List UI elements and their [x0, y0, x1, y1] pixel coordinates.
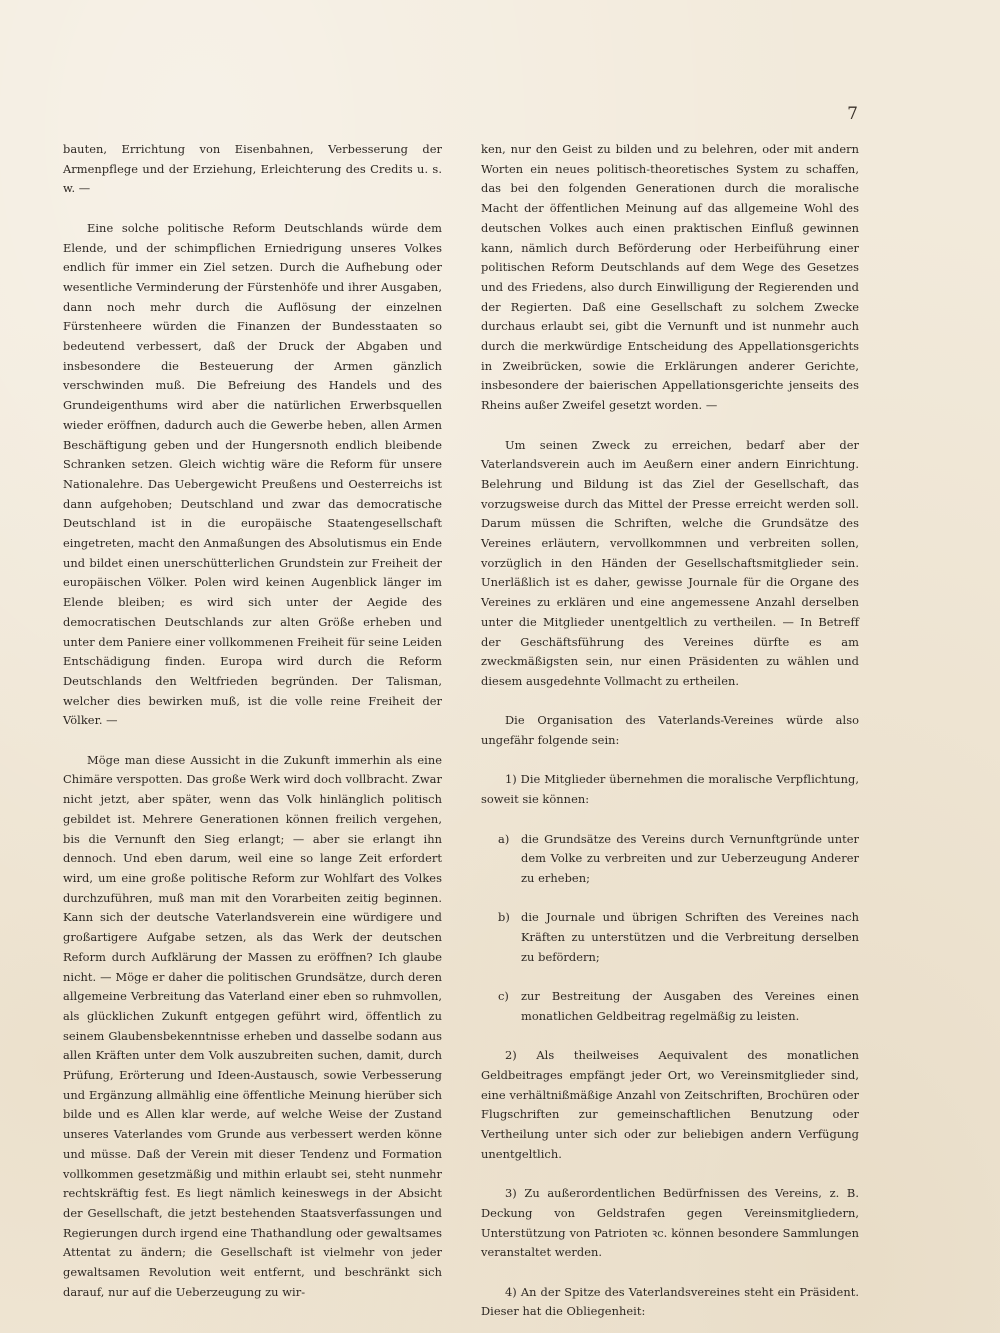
paragraph: Um seinen Zweck zu erreichen, bedarf aber der Vaterlandsverein auch im Aeußern einer andern Einrichtung. Belehrung und Bildung ist das Ziel der Gesellschaft, das vorzugsweise durch das Mittel der Presse erreicht werden soll. Darum müssen die Schriften, welche die Grundsätze des Vereines erläutern, vervollkommnen und verbreiten sollen, vorzüglich in den Händen der Gesellschaftsmitglieder sein. Unerläßlich ist es daher, gewisse Journale für die Organe des Vereines zu erklären und eine angemessene Anzahl derselben unter die Mitglieder unentgeltlich zu vertheilen. — In Betreff der Geschäftsführung des Vereines dürfte es am zweckmäßigsten sein, nur einen Präsidenten zu wählen und diesem ausgedehnte Vollmacht zu ertheilen. — [481, 437, 859, 688]
paragraph: bauten, Errichtung von Eisenbahnen, Verbesserung der Armenpflege und der Erziehung, Erleichterung des Credits u. s. w. — — [63, 142, 442, 196]
paragraph: Eine solche politische Reform Deutschlands würde dem Elende, und der schimpflichen Erniedrigung unseres Volkes endlich für immer ein Ziel setzen. Durch die Aufhebung oder wesentliche Verminderung der Fürstenhöfe und ihrer Ausgaben, dann noch mehr durch die Auflösung der einzelnen Fürstenheere würden die Finanzen der Bundesstaaten so bedeutend verbessert, daß der Druck der Abgaben und insbesondere die Besteuerung der Armen gänzlich verschwinden muß. Die Befreiung des Handels und des Grundeigenthums wird aber die natürlichen Erwerbsquellen wieder eröffnen, dadurch auch die Gewerbe heben, allen Armen Beschäftigung geben und der Hungersnoth endlich bleibende Schranken setzen. Gleich wichtig wäre die Reform für unsere Nationalehre. Das Uebergewicht Preußens und Oesterreichs ist dann aufgehoben; Deutschland und zwar das democratische Deutschland ist in die europäische Staatengesellschaft eingetreten, macht den Anmaßungen des Absolutismus ein Ende und bildet einen unerschütterlichen Grundstein zur Freiheit der europäischen Völker. Polen wird keinen Augenblick länger im Elende bleiben; es wird sich unter der Aegide des democratischen Deutschlands zur alten Größe erheben und unter dem Paniere einer vollkommenen Freiheit für seine Leiden Entschädigung finden. Europa wird durch die Reform Deutschlands den Weltfrieden begründen. Der Talisman, welcher dies bewirken muß, ist die volle reine Freiheit der Völker. — — [63, 220, 442, 728]
list-item — [498, 987, 859, 1026]
list-item-text: die Journale und übrigen Schriften des Vereines nach Kräften zu unterstützen und die Verbreitung derselben zu befördern; — [521, 910, 859, 964]
paragraph: 1) Die Mitglieder übernehmen die moralische Verpflichtung, soweit sie können: — [481, 772, 859, 807]
paragraph: 3) Zu außerordentlichen Bedürfnissen des Vereins, z. B. Deckung von Geldstrafen gegen Vereinsmitgliedern, Unterstützung von Patrioten ꝛc. können besondere Sammlungen veranstaltet werden. — [481, 1186, 859, 1260]
paragraph: Möge man diese Aussicht in die Zukunft immerhin als eine Chimäre verspotten. Das große Werk wird doch vollbracht. Zwar nicht jetzt, aber später, wenn das Volk hinlänglich politisch gebildet ist. Mehrere Generationen können freilich vergehen, bis die Vernunft den Sieg erlangt; — aber sie erlangt ihn dennoch. Und eben darum, weil eine so lange Zeit erfordert wird, um eine große politische Reform zur Wohlfart des Volkes durchzuführen, muß man mit den Vorarbeiten zeitig beginnen. Kann sich der deutsche Vaterlandsverein eine würdigere und großartigere Aufgabe setzen, als das Werk der deutschen Reform durch Aufklärung der Massen zu eröffnen? Ich glaube nicht. — Möge er daher die politischen Grundsätze, durch deren allgemeine Verbreitung das Vaterland einer eben so ruhmvollen, als glücklichen Zukunft entgegen geführt wird, öffentlich zu seinem Glaubensbekenntnisse erheben und dasselbe sodann aus allen Kräften unter dem Volk auszubreiten suchen, damit, durch Prüfung, Erörterung und Ideen-Austausch, sowie Verbesserung und Ergänzung allmählig eine öffentliche Meinung hierüber sich bilde und es Allen klar werde, auf welche Weise der Zustand unseres Vaterlandes vom Grunde aus verbessert werden könne und müsse. Daß der Verein mit dieser Tendenz und Formation vollkommen gesetzmäßig und mithin erlaubt sei, steht nunmehr rechtskräftig fest. Es liegt nämlich keineswegs in der Absicht der Gesellschaft, die jetzt bestehenden Staatsverfassungen und Regierungen durch irgend eine Thathandlung oder gewaltsames Attentat zu ändern; die Gesellschaft ist vielmehr von jeder gewaltsamen Revolution weit entfernt, und beschränkt sich darauf, nur auf die Ueberzeugung zu wir- — [63, 752, 442, 1299]
list-marker: a) — [498, 831, 510, 846]
right-column — [481, 140, 859, 1333]
paragraph: 2) Als theilweises Aequivalent des monatlichen Geldbeitrages empfängt jeder Ort, wo Vereinsmitglieder sind, eine verhältnißmäßige Anzahl von Zeitschriften, Brochüren oder Flugschriften zur gemeinschaftlichen Benutzung oder Vertheilung unter sich oder zur beliebigen andern Verfügung unentgeltlich. — [481, 1048, 859, 1161]
list-marker: b) — [498, 910, 510, 925]
list-item — [498, 908, 859, 967]
paragraph: 4) An der Spitze des Vaterlandsvereines steht ein Präsident. Dieser hat die Obliegenheit: — [481, 1284, 859, 1319]
page-number: 7 — [847, 104, 858, 124]
left-column — [63, 140, 442, 1322]
list-item-text: zur Bestreitung der Ausgaben des Vereines einen monatlichen Geldbeitrag regelmäßig zu leisten. — [521, 989, 859, 1023]
list-item — [498, 830, 859, 889]
list-marker: c) — [498, 989, 509, 1004]
paragraph: ken, nur den Geist zu bilden und zu belehren, oder mit andern Worten ein neues politisch-theoretisches System zu schaffen, das bei den folgenden Generationen durch die moralische Macht der öffentlichen Meinung auf das allgemeine Wohl des deutschen Volkes auch einen praktischen Einfluß gewinnen kann, nämlich durch Beförderung oder Herbeiführung einer politischen Reform Deutschlands auf dem Wege des Gesetzes und des Friedens, also durch Einwilligung der Regierenden und der Regierten. Daß eine Gesellschaft zu solchem Zwecke durchaus erlaubt sei, gibt die Vernunft und ist nunmehr auch durch die merkwürdige Entscheidung des Appellationsgerichts in Zweibrücken, sowie die Erklärungen anderer Gerichte, insbesondere der baierischen Appellationsgerichte jenseits des Rheins außer Zweifel gesetzt worden. — — [481, 142, 859, 413]
list-item-text: die Grundsätze des Vereins durch Vernunftgründe unter dem Volke zu verbreiten und zur Ueberzeugung Anderer zu erheben; — [521, 831, 859, 885]
paragraph: Die Organisation des Vaterlands-Vereines würde also ungefähr folgende sein: — [481, 713, 859, 748]
